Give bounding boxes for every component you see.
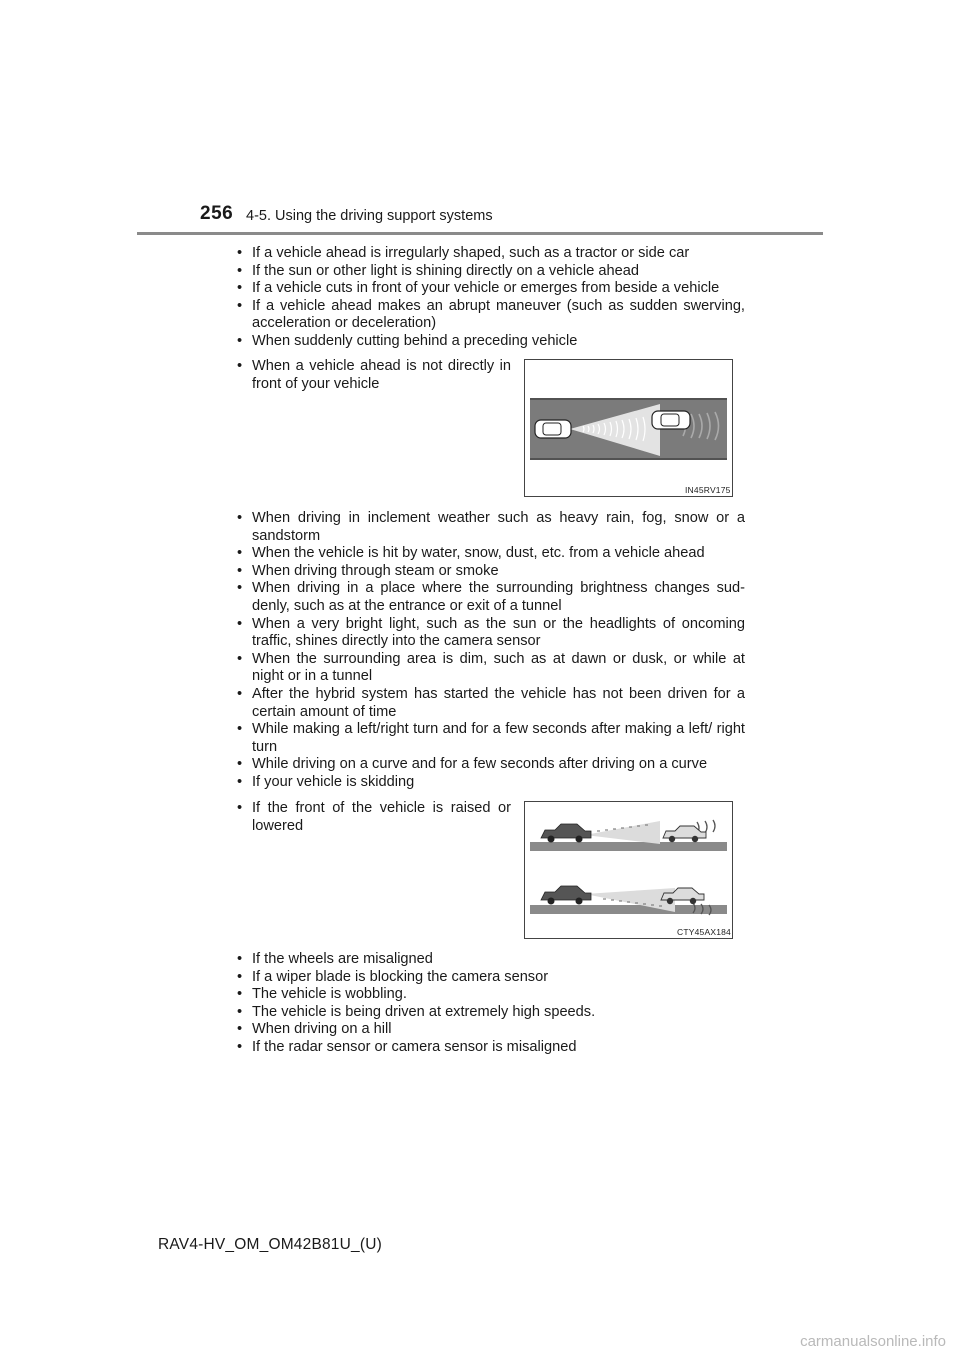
- figure-offset-vehicle: [524, 359, 733, 497]
- list-item: • After the hybrid system has started the vehicle has not been driven for a certain amount of time: [228, 686, 745, 721]
- list-item: • When driving in a place where the surrounding brightness changes sud-denly, such as at the entrance or exit of a tunnel: [228, 580, 745, 615]
- list-item: • When the vehicle is hit by water, snow, dust, etc. from a vehicle ahead: [228, 545, 745, 563]
- bullet-list-b: [228, 510, 745, 792]
- list-item: • When driving in inclement weather such as heavy rain, fog, snow or a sandstorm: [228, 510, 745, 545]
- bullet-list-a: [228, 245, 745, 351]
- list-item: • While driving on a curve and for a few seconds after driving on a curve: [228, 756, 745, 774]
- figure2-caption: [228, 800, 511, 835]
- list-item: • When driving through steam or smoke: [228, 563, 745, 581]
- list-item: • If a vehicle ahead is irregularly shaped, such as a tractor or side car: [228, 245, 745, 263]
- list-item: • If the radar sensor or camera sensor is misaligned: [228, 1039, 745, 1057]
- figure-code: IN45RV175: [685, 485, 731, 495]
- list-item: • If the front of the vehicle is raised or lowered: [228, 800, 511, 835]
- list-item: • If your vehicle is skidding: [228, 774, 745, 792]
- list-item: • While making a left/right turn and for a few seconds after making a left/ right turn: [228, 721, 745, 756]
- header-rule: [137, 232, 823, 235]
- list-item: • When a very bright light, such as the sun or the headlights of oncoming traffic, shines directly into the camera sensor: [228, 616, 745, 651]
- list-item: • If a wiper blade is blocking the camera sensor: [228, 969, 745, 987]
- list-item: • When driving on a hill: [228, 1021, 745, 1039]
- list-item: • When the surrounding area is dim, such as at dawn or dusk, or while at night or in a tunnel: [228, 651, 745, 686]
- list-item: • If the wheels are misaligned: [228, 951, 745, 969]
- list-item: • When suddenly cutting behind a preceding vehicle: [228, 333, 745, 351]
- list-item: • When a vehicle ahead is not directly in front of your vehicle: [228, 358, 511, 393]
- watermark: carmanualsonline.info: [800, 1333, 946, 1350]
- list-item: • If a vehicle cuts in front of your vehicle or emerges from beside a vehicle: [228, 280, 745, 298]
- list-item: • If the sun or other light is shining directly on a vehicle ahead: [228, 263, 745, 281]
- page-number: 256: [200, 203, 234, 224]
- figure-raised-lowered-vehicle: [524, 801, 733, 939]
- section-title: 4-5. Using the driving support systems: [246, 208, 493, 224]
- figure1-caption: [228, 358, 511, 393]
- figure-code: CTY45AX184: [677, 927, 731, 937]
- list-item: • The vehicle is wobbling.: [228, 986, 745, 1004]
- list-item: • If a vehicle ahead makes an abrupt maneuver (such as sudden swerving, acceleration or deceleration): [228, 298, 745, 333]
- bullet-list-c: [228, 951, 745, 1057]
- list-item: • The vehicle is being driven at extremely high speeds.: [228, 1004, 745, 1022]
- manual-code: RAV4-HV_OM_OM42B81U_(U): [158, 1236, 382, 1253]
